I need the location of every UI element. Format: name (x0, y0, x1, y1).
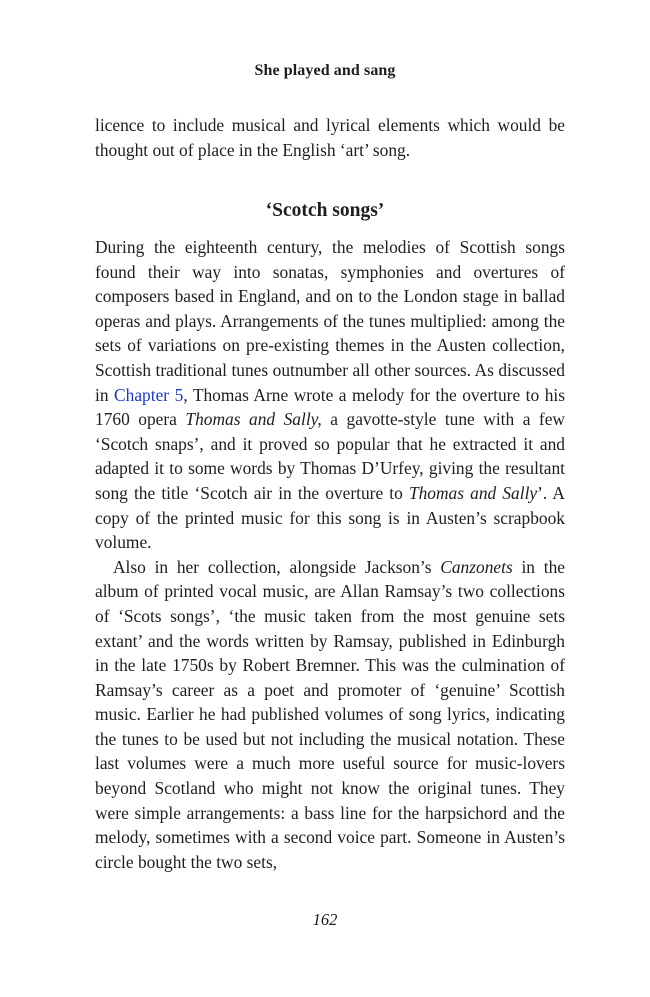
running-head: She played and sang (254, 62, 396, 79)
opera-title: Thomas and Sally, (185, 409, 322, 430)
paragraph-1-text-c: a gavotte-style tune with a few ‘Scotch snaps’, and it proved so popular that he extracted it and adapted it to some words by Thomas D’Urfey, giving the resultant song the title ‘Scotch air in the overture to (95, 409, 565, 503)
paragraph-2-text-b: in the album of printed vocal music, are Allan Ramsay’s two collections of ‘Scots songs’, ‘the music taken from the most genuine sets extant’ and the words written by Ramsay, published in Edinburgh in the late 1750s by Robert Bremner. This was the culmination of Ramsay’s career as a poet and promoter of ‘genuine’ Scottish music. Earlier he had published volumes of song lyrics, indicating the tunes to be used but not including the musical notation. These last volumes were a much more useful source for music-lovers beyond Scotland who might not know the original tunes. They were simple arrangements: a bass line for the harpsichord and the melody, sometimes with a second voice part. Someone in Austen’s circle bought the two sets, (95, 556, 565, 872)
paragraph-1-text-a: During the eighteenth century, the melodies of Scottish songs found their way into sonatas, symphonies and overtures of composers based in England, and on to the London stage in ballad operas and plays. Arrangements of the tunes multiplied: among the sets of variations on pre-existing themes in the Austen collection, Scottish traditional tunes outnumber all other sources. As discussed in (95, 237, 565, 405)
intro-paragraph: licence to include musical and lyrical elements which would be thought out of place in the English ‘art’ song. (95, 115, 565, 160)
paragraph-1-text-d: ’. A copy of the printed music for this song is in Austen’s scrapbook volume. (95, 482, 565, 553)
paragraph-1 (95, 235, 565, 555)
canzonets-title: Canzonets (440, 556, 513, 577)
chapter-5-link[interactable]: Chapter 5 (114, 384, 184, 405)
section-body (95, 235, 565, 874)
song-title: Thomas and Sally (408, 482, 538, 503)
paragraph-2 (95, 555, 565, 875)
page-number: 162 (312, 910, 338, 929)
paragraph-2-text-a: Also in her collection, alongside Jackson’s (113, 556, 441, 577)
section-heading: ‘Scotch songs’ (265, 200, 385, 221)
paragraph-1-text-b: , Thomas Arne wrote a melody for the overture to his 1760 opera (95, 384, 566, 430)
